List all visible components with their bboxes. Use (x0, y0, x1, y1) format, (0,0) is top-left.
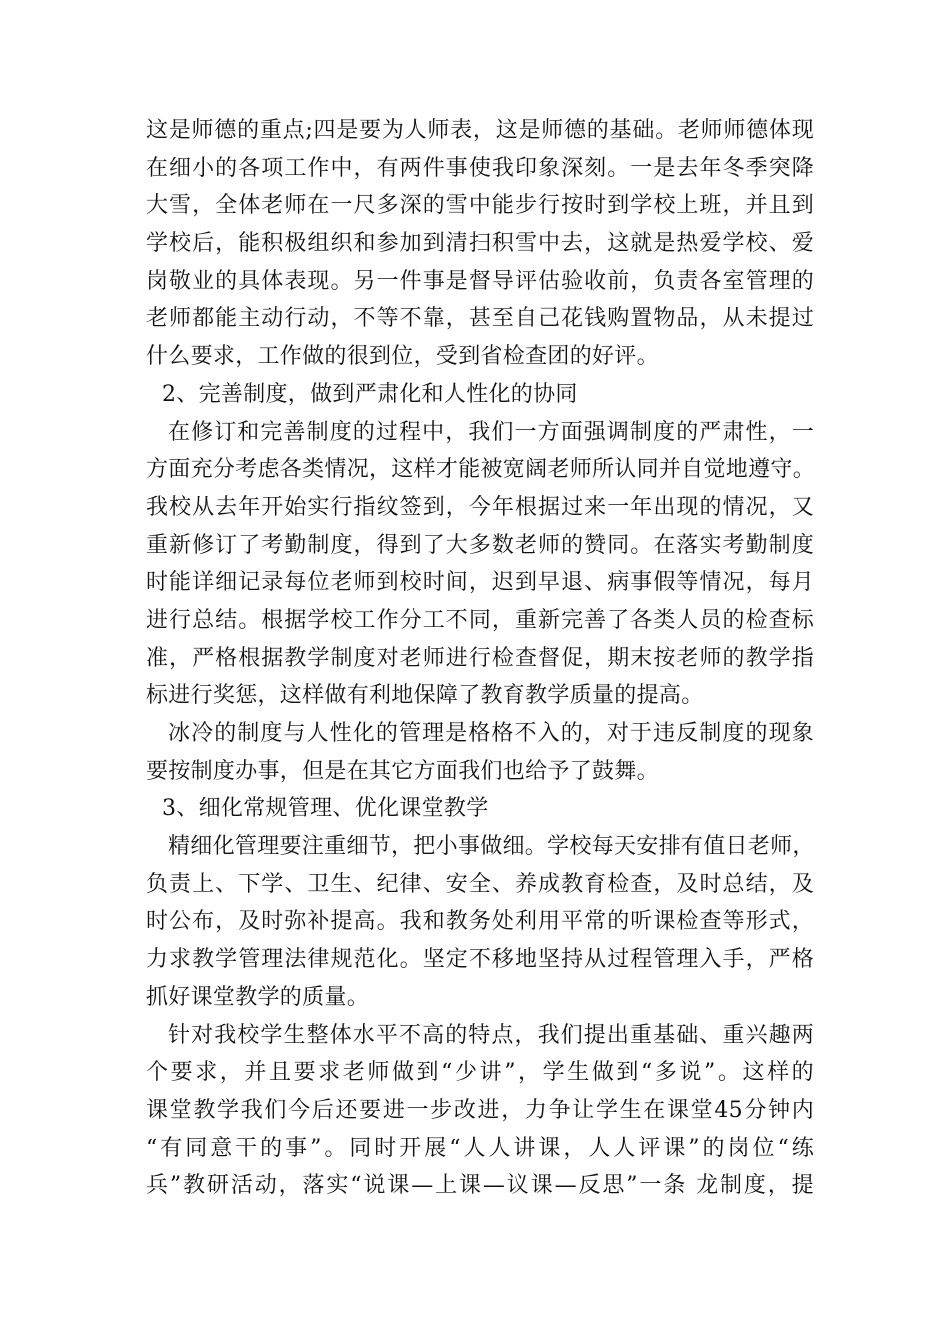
paragraph-line: 方面充分考虑各类情况，这样才能被宽阔老师所认同并自觉地遵守。 (146, 457, 816, 483)
paragraph-line: 在细小的各项工作中，有两件事使我印象深刻。一是去年冬季突降 (146, 155, 814, 181)
paragraph-line: 进行总结。根据学校工作分工不同，重新完善了各类人员的检查标 (146, 607, 814, 633)
paragraph-line: 这是师德的重点;四是要为人师表，这是师德的基础。老师师德体现 (146, 118, 814, 143)
paragraph-line: 兵”教研活动，落实“说课—上课—议课—反思”一条 龙制度，提 (146, 1173, 814, 1199)
paragraph-line: 要按制度办事，但是在其它方面我们也给予了鼓舞。 (146, 758, 659, 784)
section-heading: 3、细化常规管理、优化课堂教学 (162, 796, 489, 822)
paragraph-line: 课堂教学我们今后还要进一步改进，力争让学生在课堂45分钟内 (146, 1097, 814, 1123)
paragraph-line: 大雪，全体老师在一尺多深的雪中能步行按时到学校上班，并且到 (146, 193, 814, 219)
paragraph-line: 负责上、下学、卫生、纪律、安全、养成教育检查，及时总结，及 (146, 871, 814, 897)
paragraph-line: 精细化管理要注重细节，把小事做细。学校每天安排有值日老师， (168, 834, 815, 860)
paragraph-line: 在修订和完善制度的过程中，我们一方面强调制度的严肃性，一 (168, 419, 814, 445)
paragraph-line: 力求教学管理法律规范化。坚定不移地坚持从过程管理入手，严格 (146, 947, 814, 973)
paragraph-line: 学校后，能积极组织和参加到清扫积雪中去，这就是热爱学校、爱 (146, 231, 814, 257)
document-page (146, 112, 814, 1205)
paragraph-line: 我校从去年开始实行指纹签到，今年根据过来一年出现的情况，又 (146, 494, 814, 520)
paragraph-line: 岗敬业的具体表现。另一件事是督导评估验收前，负责各室管理的 (146, 268, 814, 294)
paragraph-line: 时能详细记录每位老师到校时间，迟到早退、病事假等情况，每月 (146, 570, 814, 596)
paragraph-line: 针对我校学生整体水平不高的特点，我们提出重基础、重兴趣两 (168, 1022, 814, 1048)
paragraph-line: “有同意干的事”。同时开展“人人讲课，人人评课”的岗位“练 (146, 1135, 814, 1161)
paragraph-line: 标进行奖惩，这样做有利地保障了教育教学质量的提高。 (146, 683, 704, 709)
paragraph-line: 什么要求，工作做的很到位，受到省检查团的好评。 (146, 344, 659, 370)
paragraph-line: 抓好课堂教学的质量。 (146, 984, 370, 1010)
paragraph-line: 时公布，及时弥补提高。我和教务处利用平常的听课检查等形式， (146, 909, 814, 935)
paragraph-line: 个要求，并且要求老师做到“少讲”，学生做到“多说”。这样的 (146, 1060, 814, 1086)
section-heading: 2、完善制度，做到严肃化和人性化的协同 (162, 381, 578, 407)
paragraph-line: 冰冷的制度与人性化的管理是格格不入的，对于违反制度的现象 (168, 721, 814, 746)
paragraph-line: 老师都能主动行动，不等不靠，甚至自己花钱购置物品，从未提过 (146, 306, 814, 332)
paragraph-line: 准，严格根据教学制度对老师进行检查督促，期末按老师的教学指 (146, 645, 814, 671)
paragraph-line: 重新修订了考勤制度，得到了大多数老师的赞同。在落实考勤制度 (146, 532, 814, 558)
